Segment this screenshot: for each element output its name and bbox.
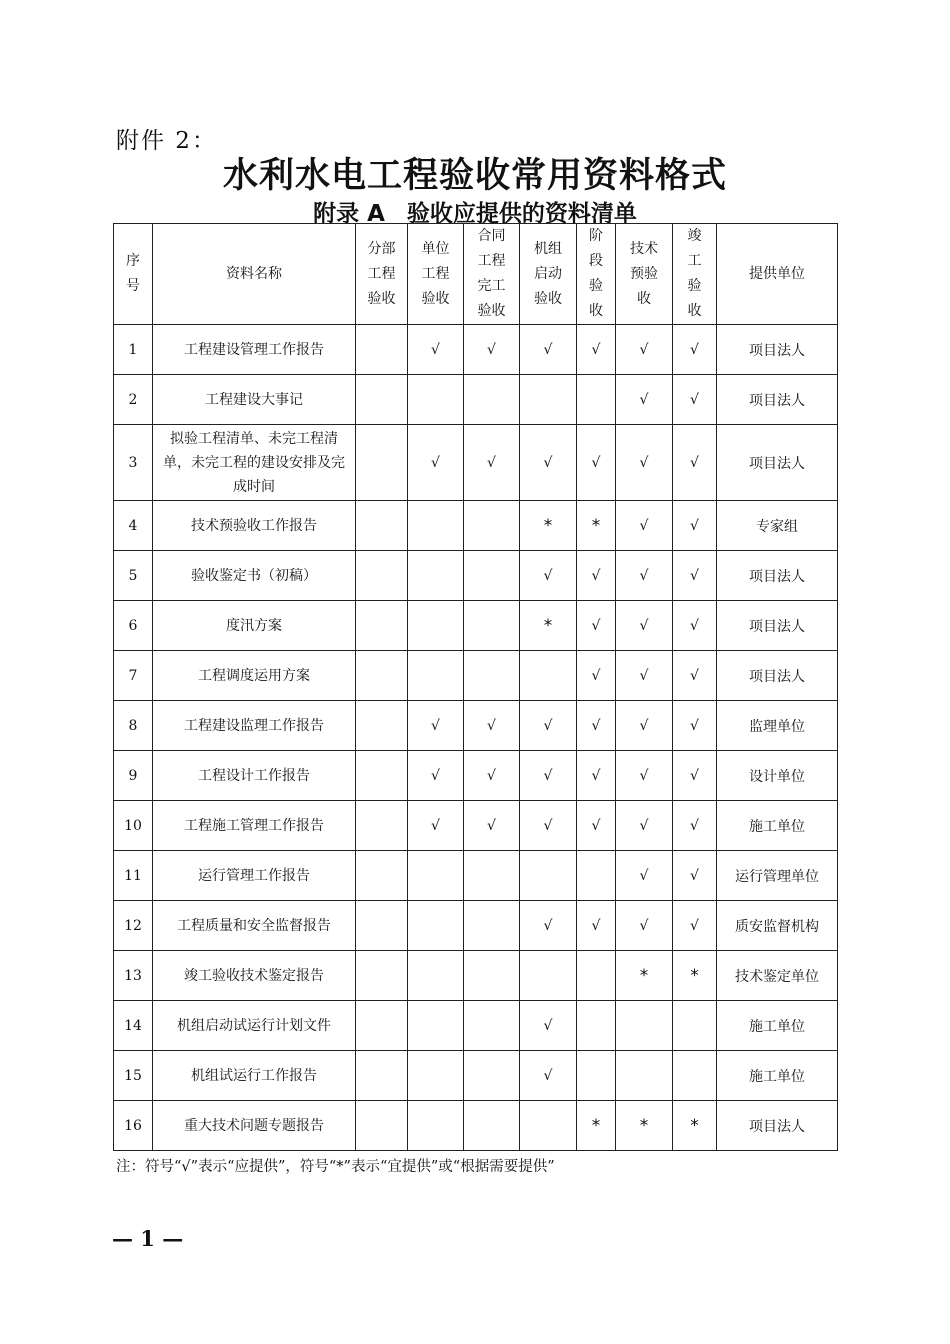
row-number: 8 [114, 701, 153, 751]
check-mark-cell: √ [408, 425, 464, 501]
empty-cell [356, 325, 408, 375]
check-mark-cell: √ [577, 425, 616, 501]
asterisk-mark-cell: * [616, 1101, 673, 1151]
empty-cell [408, 951, 464, 1001]
column-header [408, 224, 464, 325]
check-mark-cell: √ [577, 901, 616, 951]
empty-cell [577, 375, 616, 425]
table-row [114, 425, 838, 501]
column-header-line: 验收 [367, 290, 396, 307]
provider-unit: 施工单位 [717, 1001, 838, 1051]
provider-unit: 监理单位 [717, 701, 838, 751]
material-name: 拟验工程清单、未完工程清单，未完工程的建设安排及完成时间 [153, 425, 356, 501]
check-mark-cell: √ [616, 901, 673, 951]
column-header-line: 技术 [630, 240, 658, 257]
empty-cell [464, 501, 520, 551]
row-number: 2 [114, 375, 153, 425]
empty-cell [408, 1001, 464, 1051]
material-name: 工程建设大事记 [153, 375, 356, 425]
check-mark-cell: √ [577, 701, 616, 751]
check-mark-cell: √ [520, 751, 577, 801]
empty-cell [356, 701, 408, 751]
provider-unit: 项目法人 [717, 1101, 838, 1151]
provider-unit: 项目法人 [717, 551, 838, 601]
empty-cell [356, 801, 408, 851]
empty-cell [464, 851, 520, 901]
empty-cell [356, 851, 408, 901]
table-row [114, 951, 838, 1001]
column-header [114, 224, 153, 325]
empty-cell [464, 651, 520, 701]
row-number: 5 [114, 551, 153, 601]
check-mark-cell: √ [577, 801, 616, 851]
check-mark-cell: √ [520, 551, 577, 601]
empty-cell [520, 851, 577, 901]
check-mark-cell: √ [673, 601, 717, 651]
empty-cell [520, 951, 577, 1001]
column-header-line: 验收 [534, 290, 562, 307]
column-header [356, 224, 408, 325]
provider-unit: 施工单位 [717, 1051, 838, 1101]
column-header-line: 序 [126, 253, 140, 269]
check-mark-cell: √ [673, 551, 717, 601]
check-mark-cell: √ [673, 901, 717, 951]
empty-cell [464, 1101, 520, 1151]
check-mark-cell: √ [577, 325, 616, 375]
empty-cell [577, 1001, 616, 1051]
table-row [114, 325, 838, 375]
document-title: 水利水电工程验收常用资料格式 [222, 155, 727, 196]
column-header-line: 验 [687, 278, 702, 294]
provider-unit: 施工单位 [717, 801, 838, 851]
column-header-line: 完工 [477, 278, 506, 294]
table-row [114, 1001, 838, 1051]
empty-cell [464, 901, 520, 951]
column-header-line: 工程 [421, 265, 450, 282]
column-header-line: 提供单位 [749, 265, 805, 282]
check-mark-cell: √ [408, 801, 464, 851]
material-name: 技术预验收工作报告 [153, 501, 356, 551]
column-header-line: 验 [589, 278, 603, 294]
check-mark-cell: √ [616, 425, 673, 501]
empty-cell [408, 501, 464, 551]
check-mark-cell: √ [673, 501, 717, 551]
row-number: 12 [114, 901, 153, 951]
material-name: 度汛方案 [153, 601, 356, 651]
empty-cell [577, 1051, 616, 1101]
check-mark-cell: √ [520, 1051, 577, 1101]
row-number: 13 [114, 951, 153, 1001]
column-header [153, 224, 356, 325]
asterisk-mark-cell: * [673, 1101, 717, 1151]
table-row [114, 1101, 838, 1151]
column-header [577, 224, 616, 325]
check-mark-cell: √ [520, 425, 577, 501]
material-name: 运行管理工作报告 [153, 851, 356, 901]
provider-unit: 项目法人 [717, 375, 838, 425]
check-mark-cell: √ [577, 551, 616, 601]
column-header-line: 资料名称 [226, 265, 282, 282]
row-number: 14 [114, 1001, 153, 1051]
empty-cell [356, 425, 408, 501]
table-row [114, 751, 838, 801]
row-number: 4 [114, 501, 153, 551]
table-row [114, 801, 838, 851]
subtitle-prefix: 附录 A [313, 201, 385, 227]
table-row [114, 901, 838, 951]
check-mark-cell: √ [616, 501, 673, 551]
empty-cell [673, 1001, 717, 1051]
empty-cell [356, 1001, 408, 1051]
empty-cell [356, 501, 408, 551]
column-header-line: 工 [687, 253, 702, 269]
check-mark-cell: √ [673, 801, 717, 851]
table-note: 注：符号“√”表示“应提供”，符号“*”表示“宜提供”或“根据需要提供” [116, 1159, 555, 1175]
empty-cell [673, 1051, 717, 1101]
material-name: 机组试运行工作报告 [153, 1051, 356, 1101]
column-header [616, 224, 673, 325]
check-mark-cell: √ [673, 325, 717, 375]
asterisk-mark-cell: * [520, 501, 577, 551]
table-row [114, 701, 838, 751]
empty-cell [356, 1101, 408, 1151]
material-name: 工程设计工作报告 [153, 751, 356, 801]
provider-unit: 项目法人 [717, 601, 838, 651]
empty-cell [464, 601, 520, 651]
provider-unit: 项目法人 [717, 325, 838, 375]
check-mark-cell: √ [464, 751, 520, 801]
asterisk-mark-cell: * [577, 501, 616, 551]
asterisk-mark-cell: * [673, 951, 717, 1001]
empty-cell [464, 1051, 520, 1101]
column-header-line: 验收 [477, 303, 506, 319]
check-mark-cell: √ [520, 1001, 577, 1051]
check-mark-cell: √ [616, 851, 673, 901]
provider-unit: 运行管理单位 [717, 851, 838, 901]
provider-unit: 项目法人 [717, 425, 838, 501]
empty-cell [408, 551, 464, 601]
empty-cell [356, 1051, 408, 1101]
row-number: 9 [114, 751, 153, 801]
row-number: 10 [114, 801, 153, 851]
material-name: 工程建设监理工作报告 [153, 701, 356, 751]
column-header-line: 竣 [687, 228, 702, 244]
column-header-line: 预验 [630, 265, 658, 282]
empty-cell [520, 1101, 577, 1151]
check-mark-cell: √ [408, 325, 464, 375]
column-header [673, 224, 717, 325]
table-body [114, 325, 838, 1151]
empty-cell [464, 375, 520, 425]
asterisk-mark-cell: * [616, 951, 673, 1001]
material-name: 工程质量和安全监督报告 [153, 901, 356, 951]
empty-cell [520, 651, 577, 701]
check-mark-cell: √ [577, 651, 616, 701]
row-number: 16 [114, 1101, 153, 1151]
column-header-line: 启动 [534, 265, 562, 282]
material-name: 验收鉴定书（初稿） [153, 551, 356, 601]
check-mark-cell: √ [616, 325, 673, 375]
empty-cell [408, 1101, 464, 1151]
check-mark-cell: √ [616, 601, 673, 651]
check-mark-cell: √ [616, 701, 673, 751]
column-header [464, 224, 520, 325]
check-mark-cell: √ [577, 751, 616, 801]
column-header-line: 分部 [367, 240, 396, 257]
row-number: 1 [114, 325, 153, 375]
empty-cell [408, 601, 464, 651]
column-header-line: 验收 [421, 290, 450, 307]
column-header-line: 工程 [367, 265, 396, 282]
check-mark-cell: √ [408, 751, 464, 801]
check-mark-cell: √ [520, 801, 577, 851]
row-number: 7 [114, 651, 153, 701]
column-header-line: 合同 [477, 228, 506, 244]
empty-cell [520, 375, 577, 425]
column-header-line: 机组 [534, 240, 562, 257]
empty-cell [408, 375, 464, 425]
empty-cell [408, 851, 464, 901]
check-mark-cell: √ [464, 325, 520, 375]
check-mark-cell: √ [616, 651, 673, 701]
material-name: 工程施工管理工作报告 [153, 801, 356, 851]
material-name: 工程调度运用方案 [153, 651, 356, 701]
check-mark-cell: √ [520, 701, 577, 751]
material-name: 机组启动试运行计划文件 [153, 1001, 356, 1051]
check-mark-cell: √ [577, 601, 616, 651]
column-header-line: 段 [589, 253, 603, 269]
empty-cell [408, 901, 464, 951]
empty-cell [356, 751, 408, 801]
empty-cell [464, 551, 520, 601]
column-header-line: 单位 [421, 240, 450, 257]
row-number: 3 [114, 425, 153, 501]
check-mark-cell: √ [464, 801, 520, 851]
table-row [114, 501, 838, 551]
empty-cell [356, 951, 408, 1001]
check-mark-cell: √ [673, 425, 717, 501]
empty-cell [616, 1051, 673, 1101]
provider-unit: 质安监督机构 [717, 901, 838, 951]
subtitle-text: 验收应提供的资料清单 [406, 201, 637, 227]
empty-cell [616, 1001, 673, 1051]
material-name: 工程建设管理工作报告 [153, 325, 356, 375]
asterisk-mark-cell: * [520, 601, 577, 651]
table-row [114, 1051, 838, 1101]
empty-cell [356, 551, 408, 601]
check-mark-cell: √ [673, 375, 717, 425]
column-header-line: 工程 [477, 253, 506, 269]
empty-cell [356, 375, 408, 425]
column-header-line: 收 [589, 303, 603, 319]
provider-unit: 设计单位 [717, 751, 838, 801]
empty-cell [356, 651, 408, 701]
check-mark-cell: √ [520, 325, 577, 375]
empty-cell [464, 1001, 520, 1051]
row-number: 15 [114, 1051, 153, 1101]
empty-cell [464, 951, 520, 1001]
column-header-line: 收 [687, 303, 702, 319]
column-header-line: 号 [126, 278, 140, 294]
empty-cell [408, 1051, 464, 1101]
check-mark-cell: √ [673, 651, 717, 701]
check-mark-cell: √ [616, 375, 673, 425]
check-mark-cell: √ [673, 751, 717, 801]
column-header-line: 阶 [589, 228, 603, 244]
check-mark-cell: √ [673, 701, 717, 751]
row-number: 6 [114, 601, 153, 651]
table-row [114, 851, 838, 901]
empty-cell [356, 601, 408, 651]
provider-unit: 项目法人 [717, 651, 838, 701]
empty-cell [408, 651, 464, 701]
table-header-row [114, 224, 838, 325]
row-number: 11 [114, 851, 153, 901]
page-number: — 1 — [112, 1226, 184, 1251]
check-mark-cell: √ [616, 801, 673, 851]
table-row [114, 375, 838, 425]
material-name: 竣工验收技术鉴定报告 [153, 951, 356, 1001]
column-header [520, 224, 577, 325]
check-mark-cell: √ [616, 751, 673, 801]
provider-unit: 专家组 [717, 501, 838, 551]
table-row [114, 601, 838, 651]
check-mark-cell: √ [464, 701, 520, 751]
check-mark-cell: √ [520, 901, 577, 951]
column-header [717, 224, 838, 325]
table-row [114, 551, 838, 601]
asterisk-mark-cell: * [577, 1101, 616, 1151]
check-mark-cell: √ [673, 851, 717, 901]
materials-table [113, 223, 838, 1151]
table-row [114, 651, 838, 701]
check-mark-cell: √ [408, 701, 464, 751]
empty-cell [577, 951, 616, 1001]
provider-unit: 技术鉴定单位 [717, 951, 838, 1001]
column-header-line: 收 [637, 290, 651, 307]
empty-cell [577, 851, 616, 901]
material-name: 重大技术问题专题报告 [153, 1101, 356, 1151]
empty-cell [356, 901, 408, 951]
check-mark-cell: √ [616, 551, 673, 601]
attachment-label: 附件 2： [116, 128, 217, 154]
check-mark-cell: √ [464, 425, 520, 501]
